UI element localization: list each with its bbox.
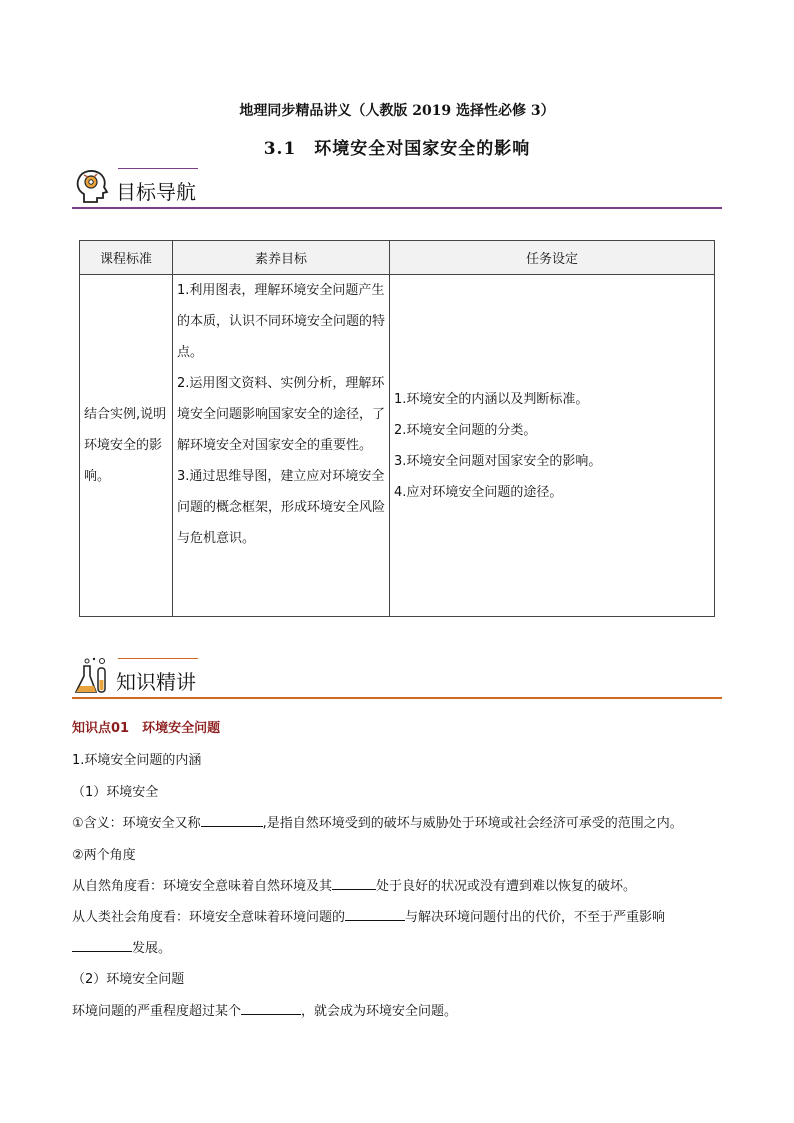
text-segment: ,是指自然环境受到的破坏与威胁处于环境或社会经济可承受的范围之内。 (262, 816, 683, 831)
knowledge-point-title: 知识点01 环境安全问题 (72, 721, 221, 736)
fill-blank[interactable] (345, 908, 405, 921)
literacy-item: 1.利用图表，理解环境安全问题产生的本质，认识不同环境安全问题的特点。 (177, 283, 386, 360)
text-line (72, 937, 752, 956)
table-header-standard: 课程标准 (80, 241, 173, 275)
fill-blank[interactable] (241, 1002, 301, 1015)
goals-table (79, 240, 715, 617)
text-line (72, 906, 752, 925)
text-line (72, 812, 752, 831)
text-segment: ①含义：环境安全又称 (72, 816, 201, 831)
text-line (72, 875, 752, 894)
literacy-item: 2.运用图文资料、实例分析，理解环境安全问题影响国家安全的途径，了解环境安全对国家安全的重要性。 (177, 376, 386, 453)
table-header-tasks: 任务设定 (390, 241, 715, 275)
fill-blank[interactable] (201, 814, 263, 827)
text-segment: 从自然角度看：环境安全意味着自然环境及其 (72, 879, 333, 894)
section-accent-line (118, 168, 198, 169)
task-item: 4.应对环境安全问题的途径。 (394, 484, 563, 500)
text-line: ②两个角度 (72, 848, 136, 863)
lab-flask-icon (72, 656, 112, 696)
task-item: 1.环境安全的内涵以及判断标准。 (394, 391, 589, 407)
text-line (72, 1000, 752, 1019)
table-cell-tasks (390, 275, 715, 617)
text-line: （2）环境安全问题 (72, 972, 185, 987)
text-segment: ，就会成为环境安全问题。 (301, 1004, 458, 1019)
task-item: 2.环境安全问题的分类。 (394, 422, 537, 438)
section-knowledge-title: 知识精讲 (116, 670, 196, 694)
section-goal-navigation (72, 166, 722, 208)
section-accent-line (118, 658, 198, 659)
section-divider (72, 697, 722, 699)
table-cell-literacy (173, 275, 390, 617)
text-line: 1.环境安全问题的内涵 (72, 753, 202, 768)
fill-blank[interactable] (332, 877, 376, 890)
section-knowledge (72, 656, 722, 698)
page-title: 地理同步精品讲义（人教版 2019 选择性必修 3） (239, 103, 555, 119)
text-line: （1）环境安全 (72, 785, 159, 800)
text-segment: 从人类社会角度看：环境安全意味着环境问题的 (72, 910, 346, 925)
section-goal-title: 目标导航 (116, 180, 196, 204)
table-row (80, 275, 715, 617)
lesson-title: 3.1 环境安全对国家安全的影响 (263, 139, 531, 159)
task-item: 3.环境安全问题对国家安全的影响。 (394, 453, 602, 469)
head-gear-icon (72, 166, 112, 206)
fill-blank[interactable] (72, 939, 132, 952)
text-segment: 环境问题的严重程度超过某个 (72, 1004, 242, 1019)
text-segment: 处于良好的状况或没有遭到难以恢复的破坏。 (376, 879, 637, 894)
literacy-item: 3.通过思维导图，建立应对环境安全问题的概念框架，形成环境安全风险与危机意识。 (177, 469, 386, 546)
table-header-row (80, 241, 715, 275)
section-divider (72, 207, 722, 209)
table-cell-standard: 结合实例,说明环境安全的影响。 (80, 275, 173, 617)
table-header-literacy: 素养目标 (173, 241, 390, 275)
text-segment: 发展。 (132, 941, 172, 956)
text-segment: 与解决环境问题付出的代价，不至于严重影响 (405, 910, 666, 925)
